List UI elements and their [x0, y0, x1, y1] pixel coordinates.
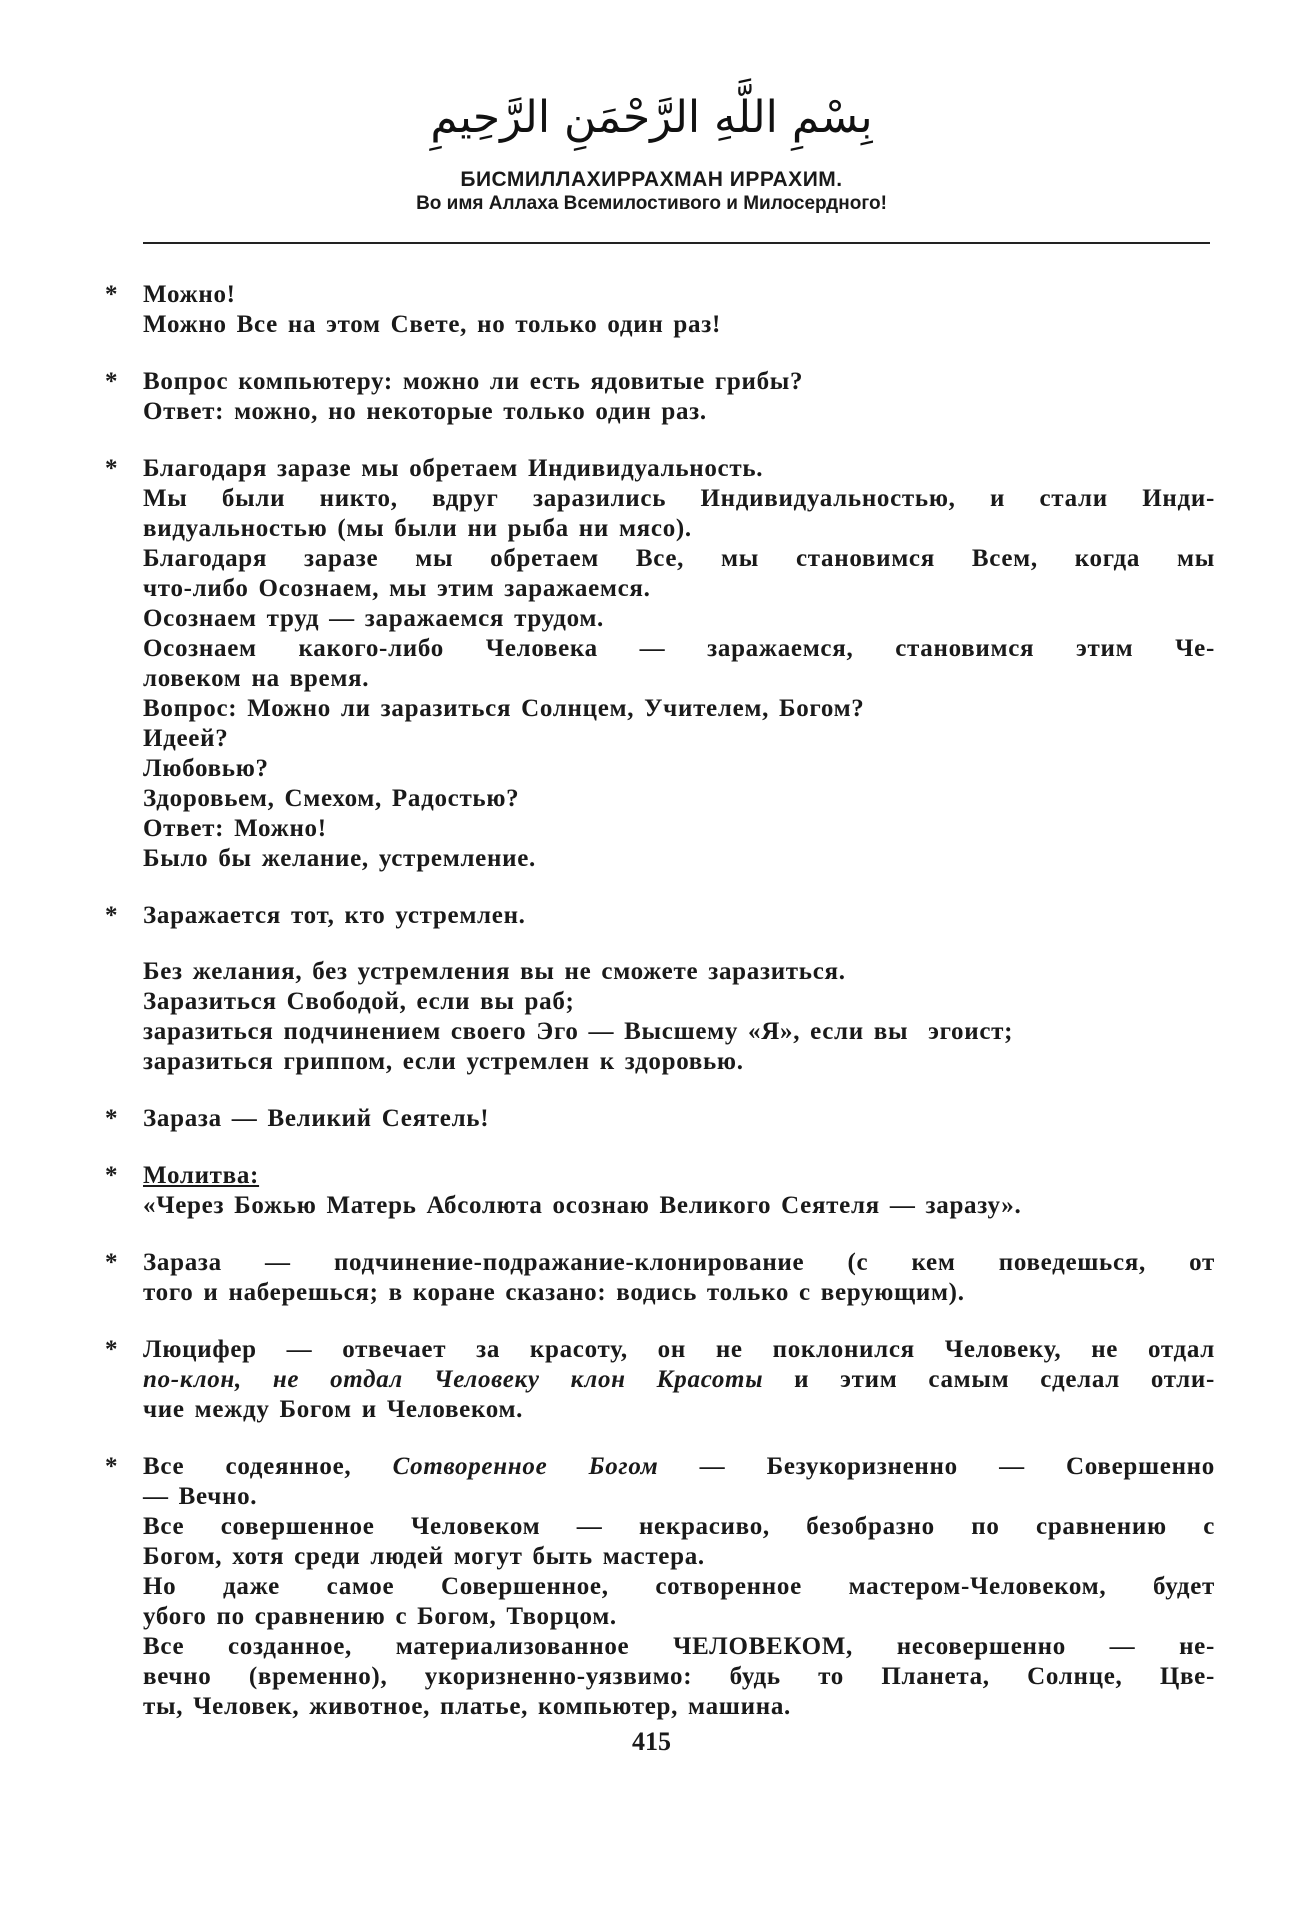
text-line [143, 1452, 1215, 1482]
text-line: Богом, хотя среди людей могут быть мастера. [143, 1543, 705, 1570]
bismillah-calligraphy: بِسْمِ اللَّهِ الرَّحْمَنِ الرَّحِيمِ [430, 92, 873, 143]
text-line: Любовью? [143, 755, 269, 782]
text-line: Зараза — Великий Сеятель! [143, 1105, 490, 1132]
paragraph-5 [105, 1104, 1215, 1134]
text-line: вечно (временно), укоризненно-уязвимо: будь то Планета, Солнце, Цве- [143, 1663, 1215, 1690]
bullet-star: * [105, 902, 118, 929]
page-header [0, 88, 1303, 216]
paragraph-8 [105, 1335, 1215, 1425]
text-line: того и наберешься; в коране сказано: водись только с верующим). [143, 1279, 965, 1306]
text-line: Без желания, без устремления вы не сможете заразиться. [143, 958, 846, 985]
bullet-star: * [105, 368, 118, 395]
bullet-star: * [105, 281, 118, 308]
text-line: Здоровьем, Смехом, Радостью? [143, 785, 520, 812]
text-line: Идеей? [143, 725, 229, 752]
bullet-star: * [105, 1162, 118, 1189]
text-line: Заражается тот, кто устремлен. [143, 902, 526, 929]
spacer [143, 931, 1215, 957]
page-body [105, 280, 1215, 1749]
page-number: 415 [632, 1727, 671, 1756]
text-span: — Безукоризненно — Совершенно [658, 1453, 1215, 1480]
text-line: заразиться подчинением своего Эго — Высшему «Я», если вы эгоист; [143, 1018, 1014, 1045]
text-line: что-либо Осознаем, мы этим заражаемся. [143, 575, 651, 602]
text-line: «Через Божью Матерь Абсолюта осознаю Великого Сеятеля — заразу». [143, 1192, 1022, 1219]
bullet-star: * [105, 455, 118, 482]
text-line [143, 1161, 1215, 1191]
text-span: Все содеянное, [143, 1453, 393, 1480]
text-span: и этим самым сделал отли- [763, 1366, 1215, 1393]
header-divider [143, 242, 1210, 244]
text-line: Вопрос компьютеру: можно ли есть ядовитые грибы? [143, 368, 804, 395]
paragraph-6 [105, 1161, 1215, 1221]
text-line: Было бы желание, устремление. [143, 845, 536, 872]
text-line: Но даже самое Совершенное, сотворенное мастером-Человеком, будет [143, 1573, 1215, 1600]
text-line: Осознаем труд — заражаемся трудом. [143, 605, 605, 632]
bullet-star: * [105, 1453, 118, 1480]
text-line: заразиться гриппом, если устремлен к здоровью. [143, 1048, 744, 1075]
text-line: видуальностью (мы были ни рыба ни мясо). [143, 515, 692, 542]
bullet-star: * [105, 1336, 118, 1363]
text-line: Зараза — подчинение-подражание-клонирование (с кем поведешься, от [143, 1249, 1215, 1276]
text-line: Ответ: можно, но некоторые только один раз. [143, 398, 707, 425]
text-line: Мы были никто, вдруг заразились Индивидуальностью, и стали Инди- [143, 485, 1215, 512]
paragraph-2 [105, 367, 1215, 427]
paragraph-7 [105, 1248, 1215, 1308]
text-line: Благодаря заразе мы обретаем Все, мы становимся Всем, когда мы [143, 545, 1215, 572]
paragraph-9 [105, 1452, 1215, 1722]
text-line: чие между Богом и Человеком. [143, 1396, 524, 1423]
text-line: ты, Человек, животное, платье, компьютер, машина. [143, 1693, 791, 1720]
bullet-star: * [105, 1105, 118, 1132]
prayer-heading: Молитва: [143, 1162, 260, 1189]
text-line: Вопрос: Можно ли заразиться Солнцем, Учителем, Богом? [143, 695, 865, 722]
text-line: Можно! [143, 281, 236, 308]
text-line: Ответ: Можно! [143, 815, 327, 842]
paragraph-3 [105, 454, 1215, 874]
italic-phrase: Сотворенное Богом [392, 1453, 659, 1480]
header-subtitle: Во имя Аллаха Всемилостивого и Милосердного! [416, 193, 887, 214]
text-line: Люцифер — отвечает за красоту, он не поклонился Человеку, не отдал [143, 1336, 1215, 1363]
text-line: ловеком на время. [143, 665, 370, 692]
text-line: Осознаем какого-либо Человека — заражаемся, становимся этим Че- [143, 635, 1215, 662]
text-line: — Вечно. [143, 1483, 258, 1510]
text-line [143, 1365, 1215, 1395]
bullet-star: * [105, 1249, 118, 1276]
text-line: Все совершенное Человеком — некрасиво, безобразно по сравнению с [143, 1513, 1215, 1540]
paragraph-1 [105, 280, 1215, 340]
text-line: Все созданное, материализованное ЧЕЛОВЕКОМ, несовершенно — не- [143, 1633, 1215, 1660]
text-line: Заразиться Свободой, если вы раб; [143, 988, 575, 1015]
header-title: БИСМИЛЛАХИРРАХМАН ИРРАХИМ. [460, 168, 843, 191]
paragraph-4 [105, 901, 1215, 1077]
text-line: Можно Все на этом Свете, но только один раз! [143, 311, 721, 338]
text-line: убого по сравнению с Богом, Творцом. [143, 1603, 617, 1630]
text-line: Благодаря заразе мы обретаем Индивидуальность. [143, 455, 764, 482]
italic-phrase: по-клон, не отдал Человеку клон Красоты [143, 1366, 764, 1393]
